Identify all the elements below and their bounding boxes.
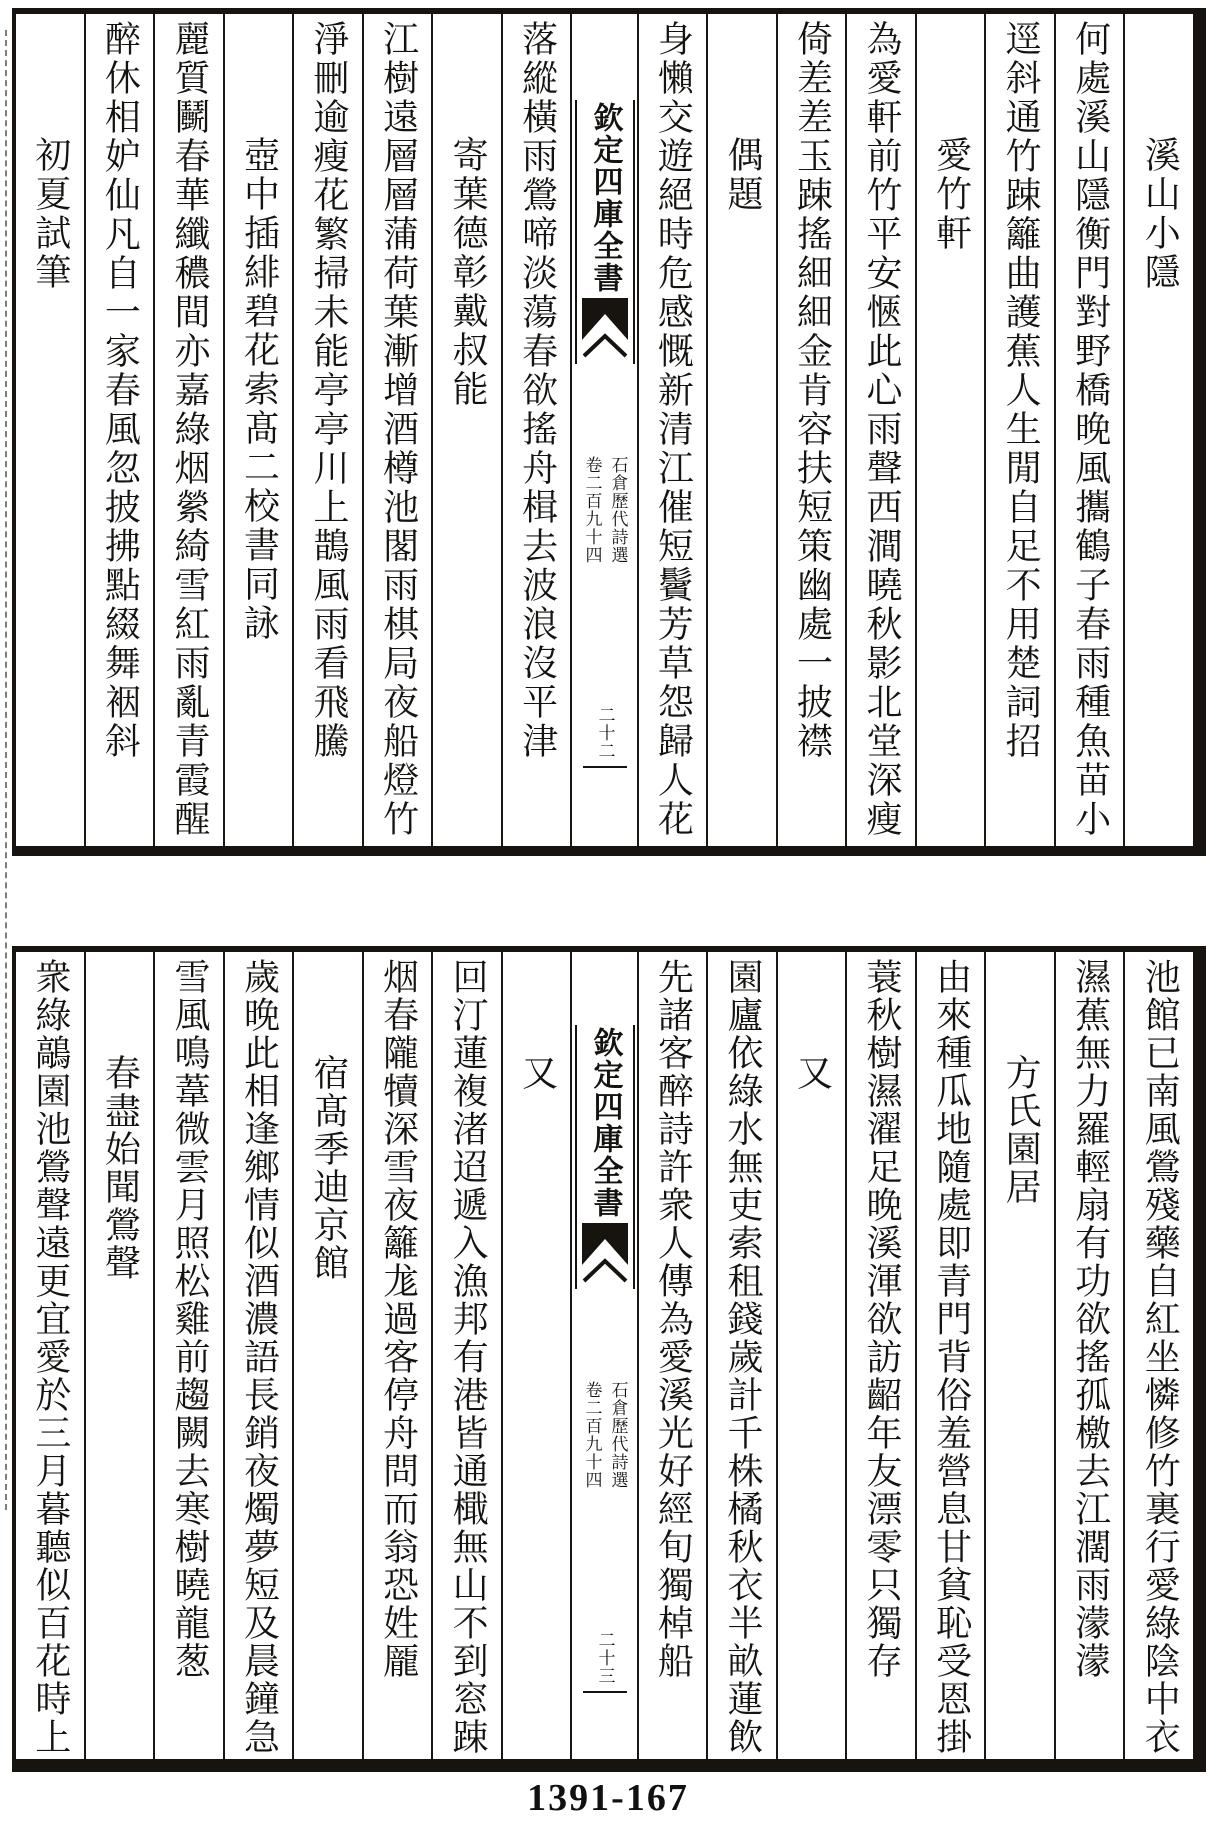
gutter-title-box xyxy=(575,100,635,364)
poem-title-column xyxy=(984,952,1054,1759)
gutter-column xyxy=(570,952,636,1759)
fishtail-mark-icon xyxy=(582,1223,628,1289)
verse-column xyxy=(984,14,1054,846)
book-title: 石倉歷代詩選 xyxy=(607,1381,628,1489)
verse-text: 園廬依綠水無吏索租錢歲計千株橘秋衣半畝蓮飲 xyxy=(721,958,763,1756)
folio-rule xyxy=(583,766,627,768)
verse-column xyxy=(431,952,501,1759)
gutter-title-box xyxy=(575,1025,635,1289)
verse-text: 醉休相妒仙凡自一家春風忽披拂點綴舞裀斜 xyxy=(99,20,141,761)
poem-title-text: 溪山小隱 xyxy=(1139,136,1181,292)
book-title: 石倉歷代詩選 xyxy=(607,455,628,564)
verse-text: 先諸客醉詩許衆人傳為愛溪光好經旬獨棹船 xyxy=(652,958,694,1680)
poem-title-text: 方氏園居 xyxy=(1000,1054,1042,1206)
verse-text: 由來種瓜地隨處即青門背俗羞營息甘貧恥受恩掛 xyxy=(930,958,972,1756)
verse-column xyxy=(845,14,915,846)
verse-column xyxy=(153,14,223,846)
poem-title-text: 壺中插緋碧花索髙二校書同詠 xyxy=(238,136,280,643)
gutter-column xyxy=(570,14,636,846)
verse-text: 烟春隴犢深雪夜籬尨過客停舟問而翁恐姓龎 xyxy=(377,958,419,1680)
juan-number: 卷二百九十四 xyxy=(581,455,602,564)
poem-title-column xyxy=(292,952,362,1759)
poem-title-text: 又 xyxy=(791,1054,833,1092)
verse-text: 濕蕉無力羅輕扇有功欲搖孤檄去江濶雨濛濛 xyxy=(1069,958,1111,1680)
page-number: 1391-167 xyxy=(527,1777,689,1819)
siku-title: 欽定四庫全書 xyxy=(587,1027,623,1219)
siku-title: 欽定四庫全書 xyxy=(587,101,623,294)
poem-title-column xyxy=(223,14,293,846)
verse-column xyxy=(501,14,571,846)
verse-column xyxy=(292,14,362,846)
folio-number: 二十三 xyxy=(594,1631,615,1685)
verse-column xyxy=(915,952,985,1759)
gutter-book-info xyxy=(581,456,629,564)
poem-title-text: 又 xyxy=(516,1054,558,1092)
verse-text: 落縱橫雨鶯啼淡蕩春欲搖舟楫去波浪沒平津 xyxy=(516,20,558,761)
verse-text: 歲晚此相逢鄉情似酒濃語長銷夜燭夢短及晨鐘急 xyxy=(238,958,280,1756)
verse-text: 池館已南風鶯殘藥自紅坐憐修竹裏行愛綠陰中衣 xyxy=(1139,958,1181,1756)
verse-column xyxy=(1054,952,1124,1759)
verse-text: 何處溪山隱衡門對野橋晚風攜鶴子春雨種魚苗小 xyxy=(1069,20,1111,839)
verse-text: 蓑秋樹濕濯足晚溪渾欲訪齠年友漂零只獨存 xyxy=(861,958,903,1680)
verse-text: 衆綠鶮園池鶯聲遠更宜愛於三月暮聽似百花時上 xyxy=(29,958,71,1756)
verse-text: 逕斜通竹踈籬曲護蕉人生閒自足不用楚詞招 xyxy=(1000,20,1042,761)
verse-column xyxy=(637,952,707,1759)
poem-title-text: 宿髙季迪京館 xyxy=(308,1054,350,1282)
poem-title-column xyxy=(776,952,846,1759)
poem-title-text: 初夏試筆 xyxy=(29,136,71,292)
verse-text: 雪風鳴葦微雲月照松雞前趨闕去寒樹曉龍葱 xyxy=(168,958,210,1680)
verse-column xyxy=(776,14,846,846)
verse-column xyxy=(637,14,707,846)
verse-column xyxy=(845,952,915,1759)
verse-text: 倚差差玉踈搖細細金肯容扶短策幽處一披襟 xyxy=(791,20,833,761)
scan-edge-artifact xyxy=(5,30,7,1510)
poem-title-column xyxy=(1123,14,1193,846)
folio-number: 二十二 xyxy=(594,705,615,760)
verse-text: 身懶交遊絕時危感慨新清江催短鬢芳草怨歸人花 xyxy=(652,20,694,839)
poem-title-text: 偶題 xyxy=(721,136,763,214)
gutter-book-info xyxy=(581,1381,629,1489)
juan-number: 卷二百九十四 xyxy=(581,1381,602,1489)
poem-title-column xyxy=(706,14,776,846)
verse-text: 回汀蓮複渚迢遞入漁邦有港皆通檝無山不到窓踈 xyxy=(447,958,489,1756)
verse-text: 江樹遠層層蒲荷葉漸增酒樽池閣雨棋局夜船燈竹 xyxy=(377,20,419,839)
verse-column xyxy=(153,952,223,1759)
verse-column xyxy=(16,952,84,1759)
verse-column xyxy=(84,14,154,846)
poem-title-column xyxy=(431,14,501,846)
verse-text: 淨刪逾瘦花繁掃未能亭亭川上鵲風雨看飛騰 xyxy=(308,20,350,761)
verse-text: 麗質鬭春華纖穠間亦嘉綠烟縈綺雪紅雨亂青霞醒 xyxy=(168,20,210,839)
verse-text: 為愛軒前竹平安愜此心雨聲西澗曉秋影北堂深瘦 xyxy=(861,20,903,839)
verse-column xyxy=(1054,14,1124,846)
poem-title-text: 愛竹軒 xyxy=(930,136,972,253)
poem-title-column xyxy=(915,14,985,846)
verse-column xyxy=(706,952,776,1759)
poem-title-column xyxy=(501,952,571,1759)
poem-title-text: 寄葉德彰戴叔能 xyxy=(447,136,489,409)
fishtail-mark-icon xyxy=(582,298,628,364)
lower-text-block xyxy=(12,946,1206,1772)
verse-column xyxy=(223,952,293,1759)
upper-text-block xyxy=(12,8,1206,856)
poem-title-text: 春盡始聞鶯聲 xyxy=(99,1054,141,1282)
verse-column xyxy=(1123,952,1193,1759)
folio-rule xyxy=(583,1691,627,1693)
verse-column xyxy=(362,14,432,846)
verse-column xyxy=(362,952,432,1759)
poem-title-column xyxy=(84,952,154,1759)
poem-title-column xyxy=(16,14,84,846)
